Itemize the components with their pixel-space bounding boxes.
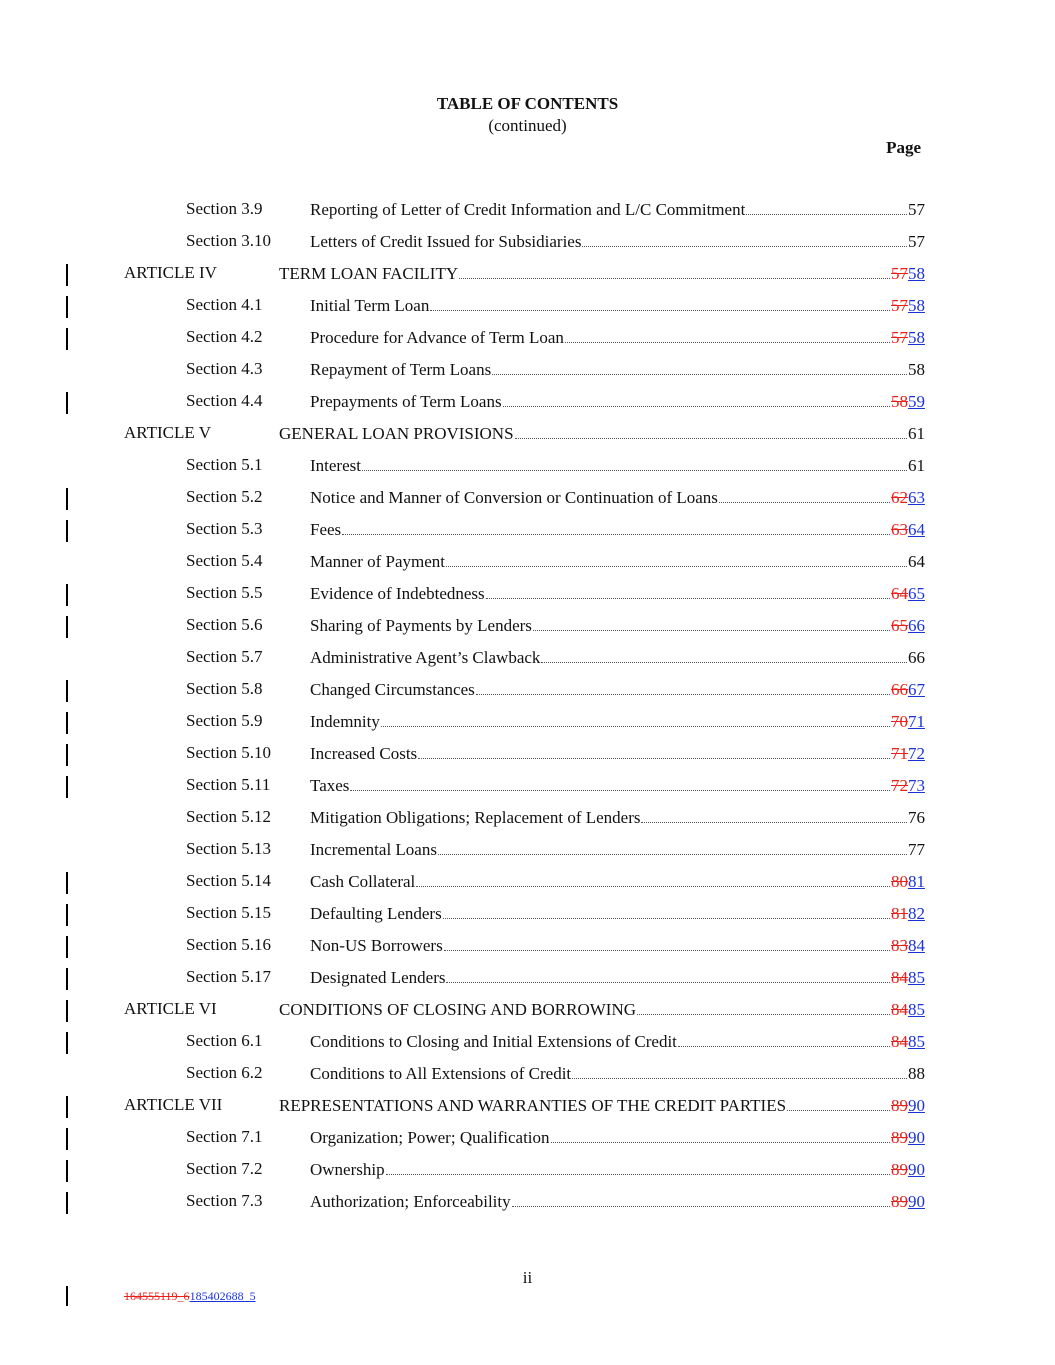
toc-entry-page (891, 680, 925, 700)
change-bar (66, 1000, 68, 1022)
page-number-deleted: 84 (891, 968, 908, 987)
toc-entry-page (891, 296, 925, 316)
toc-entry-leader-line (310, 455, 925, 476)
page-number-inserted: 59 (908, 392, 925, 411)
page-number-deleted: 70 (891, 712, 908, 731)
toc-entry[interactable] (0, 964, 1055, 996)
toc-entry-number: ARTICLE V (124, 423, 211, 442)
toc-entry-leader-line (310, 487, 925, 508)
toc-entry-leader-line (310, 647, 925, 668)
toc-entry-number: Section 5.11 (186, 775, 271, 794)
toc-entry-number: Section 5.4 (186, 551, 263, 570)
toc-entry-number: Section 5.1 (186, 455, 263, 474)
page-number-inserted: 58 (908, 296, 925, 315)
toc-entry-title: Increased Costs (310, 744, 418, 763)
toc-entry-number: Section 4.4 (186, 391, 263, 410)
change-bar (66, 584, 68, 606)
change-bar (66, 488, 68, 510)
toc-entry-leader-line (310, 935, 925, 956)
toc-entry-leader-line (310, 359, 925, 380)
page-number-deleted: 72 (891, 776, 908, 795)
toc-entry-page (891, 616, 925, 636)
toc-entry-number: Section 3.9 (186, 199, 263, 218)
toc-entry-title: TERM LOAN FACILITY (279, 264, 459, 283)
page-number-inserted: 84 (908, 936, 925, 955)
toc-entry-page (891, 968, 925, 988)
page-number-deleted: 62 (891, 488, 908, 507)
toc-entry-leader-line (310, 839, 925, 860)
toc-entry[interactable] (0, 452, 1055, 484)
change-bar (66, 1128, 68, 1150)
dot-leader (565, 327, 890, 343)
toc-entry-leader-line (310, 775, 925, 796)
footer-page-number: ii (522, 1268, 533, 1287)
dot-leader (637, 999, 890, 1015)
change-bar (66, 1160, 68, 1182)
change-bar (66, 872, 68, 894)
change-bar (66, 616, 68, 638)
toc-entry-page (891, 872, 925, 892)
toc-entry-title: Notice and Manner of Conversion or Continuation of Loans (310, 488, 718, 507)
toc-entry-page (891, 1032, 925, 1052)
toc-entry-page (891, 392, 925, 412)
page-number-deleted: 89 (891, 1128, 908, 1147)
dot-leader (446, 967, 890, 983)
toc-entry-leader-line (279, 1095, 925, 1116)
toc-entry-leader-line (310, 1031, 925, 1052)
toc-entry-title: Fees (310, 520, 342, 539)
toc-entry-title: Defaulting Lenders (310, 904, 442, 923)
change-bar (66, 520, 68, 542)
toc-entry-number: Section 6.2 (186, 1063, 263, 1082)
change-bar (66, 744, 68, 766)
toc-entry-title: Evidence of Indebtedness (310, 584, 485, 603)
toc-entry-page: 57 (908, 200, 925, 219)
change-bar (66, 904, 68, 926)
toc-entry-title: Organization; Power; Qualification (310, 1128, 550, 1147)
toc-entry-page: 76 (908, 808, 925, 827)
page-number-deleted: 83 (891, 936, 908, 955)
dot-leader (362, 455, 907, 471)
document-id-inserted: 185402688_5 (189, 1289, 256, 1303)
dot-leader (430, 295, 890, 311)
toc-entry-number: Section 5.2 (186, 487, 263, 506)
toc-entry[interactable] (0, 868, 1055, 900)
toc-entry-page (891, 1128, 925, 1148)
page-number-inserted: 90 (908, 1128, 925, 1147)
dot-leader (572, 1063, 907, 1079)
page-number-inserted: 81 (908, 872, 925, 891)
dot-leader (416, 871, 890, 887)
change-bar (66, 776, 68, 798)
page-number-inserted: 63 (908, 488, 925, 507)
change-bar (66, 264, 68, 286)
toc-entry-number: Section 5.10 (186, 743, 271, 762)
toc-subtitle: (continued) (488, 116, 567, 135)
toc-entry-page: 66 (908, 648, 925, 667)
page-number-deleted: 89 (891, 1096, 908, 1115)
toc-entry-leader-line (310, 871, 925, 892)
toc-entry[interactable] (0, 996, 1055, 1028)
page-number-inserted: 85 (908, 1000, 925, 1019)
toc-entry-page: 58 (908, 360, 925, 379)
toc-entry[interactable] (0, 708, 1055, 740)
page-number-inserted: 72 (908, 744, 925, 763)
toc-entry-page (891, 328, 925, 348)
change-bar (66, 680, 68, 702)
toc-entry-title: Taxes (310, 776, 350, 795)
toc-entry-number: Section 5.6 (186, 615, 263, 634)
toc-entry-page: 88 (908, 1064, 925, 1083)
page-number-inserted: 90 (908, 1192, 925, 1211)
toc-entry-leader-line (310, 1159, 925, 1180)
dot-leader (418, 743, 890, 759)
toc-entry-page: 61 (908, 456, 925, 475)
toc-entry-page (891, 1096, 925, 1116)
toc-entry-title: Ownership (310, 1160, 385, 1179)
toc-entry-number: Section 7.3 (186, 1191, 263, 1210)
toc-entry-page (891, 520, 925, 540)
toc-entry-title: Mitigation Obligations; Replacement of Lenders (310, 808, 641, 827)
page-number-deleted: 80 (891, 872, 908, 891)
toc-entry[interactable] (0, 644, 1055, 676)
toc-entry-title: Sharing of Payments by Lenders (310, 616, 532, 635)
dot-leader (515, 423, 907, 439)
dot-leader (446, 551, 907, 567)
page-number-inserted: 64 (908, 520, 925, 539)
toc-entry-number: Section 5.7 (186, 647, 263, 666)
toc-entry-number: Section 4.3 (186, 359, 263, 378)
toc-entry-leader-line (310, 551, 925, 572)
toc-entry-leader-line (310, 1127, 925, 1148)
page-column-header: Page (886, 138, 921, 157)
dot-leader (787, 1095, 890, 1111)
change-bar (66, 1096, 68, 1118)
toc-entry-title: Initial Term Loan (310, 296, 430, 315)
toc-entry[interactable] (0, 228, 1055, 260)
toc-entry-title: Administrative Agent’s Clawback (310, 648, 541, 667)
dot-leader (486, 583, 890, 599)
change-bar (66, 1286, 68, 1306)
toc-entry-leader-line (279, 423, 925, 444)
toc-entry-leader-line (279, 999, 925, 1020)
dot-leader (541, 647, 907, 663)
toc-entry-number: Section 5.15 (186, 903, 271, 922)
dot-leader (342, 519, 890, 535)
toc-entry-page (891, 488, 925, 508)
toc-entry-page (891, 1160, 925, 1180)
toc-entry[interactable] (0, 1092, 1055, 1124)
toc-entry-title: Changed Circumstances (310, 680, 475, 699)
toc-entry[interactable] (0, 516, 1055, 548)
toc-entry-number: Section 7.1 (186, 1127, 263, 1146)
page-number-deleted: 57 (891, 264, 908, 283)
toc-entry-title: Prepayments of Term Loans (310, 392, 502, 411)
change-bar (66, 1192, 68, 1214)
page-number-inserted: 82 (908, 904, 925, 923)
dot-leader (386, 1159, 890, 1175)
toc-entry-leader-line (310, 295, 925, 316)
toc-entry-leader-line (310, 679, 925, 700)
dot-leader (492, 359, 907, 375)
toc-entry-leader-line (310, 199, 925, 220)
toc-entry-number: Section 5.8 (186, 679, 263, 698)
toc-entry-title: Cash Collateral (310, 872, 416, 891)
toc-entry-title: Procedure for Advance of Term Loan (310, 328, 564, 347)
toc-entry-leader-line (310, 391, 925, 412)
page-number-inserted: 85 (908, 968, 925, 987)
toc-entry-title: Conditions to Closing and Initial Extensions of Credit (310, 1032, 677, 1051)
toc-entry-title: Letters of Credit Issued for Subsidiaries (310, 232, 582, 251)
toc-entry[interactable] (0, 836, 1055, 868)
toc-entry[interactable] (0, 420, 1055, 452)
toc-entry[interactable] (0, 356, 1055, 388)
toc-entry-number: Section 5.12 (186, 807, 271, 826)
dot-leader (512, 1191, 890, 1207)
toc-entry-leader-line (310, 327, 925, 348)
toc-entry[interactable] (0, 196, 1055, 228)
toc-entry[interactable] (0, 740, 1055, 772)
toc-entry-number: Section 4.2 (186, 327, 263, 346)
toc-entry[interactable] (0, 580, 1055, 612)
toc-entry-page (891, 584, 925, 604)
toc-entry-leader-line (310, 743, 925, 764)
toc-entry-page (891, 712, 925, 732)
toc-entry[interactable] (0, 1028, 1055, 1060)
toc-entry-leader-line (310, 519, 925, 540)
page-number-deleted: 89 (891, 1160, 908, 1179)
toc-entry-leader-line (310, 583, 925, 604)
dot-leader (551, 1127, 890, 1143)
toc-entry-page (891, 264, 925, 284)
toc-entry[interactable] (0, 292, 1055, 324)
toc-entry-number: Section 5.3 (186, 519, 263, 538)
toc-entry-leader-line (310, 615, 925, 636)
page-number-inserted: 66 (908, 616, 925, 635)
toc-entry-number: ARTICLE IV (124, 263, 217, 282)
toc-entry-title: Interest (310, 456, 361, 475)
toc-entry-title: CONDITIONS OF CLOSING AND BORROWING (279, 1000, 637, 1019)
toc-entry[interactable] (0, 772, 1055, 804)
toc-entry-leader-line (310, 903, 925, 924)
dot-leader (503, 391, 890, 407)
toc-entry-number: Section 5.16 (186, 935, 271, 954)
toc-entry-page (891, 776, 925, 796)
document-id-deleted: 164555119_6 (124, 1289, 190, 1303)
dot-leader (582, 231, 907, 247)
page-number-deleted: 66 (891, 680, 908, 699)
change-bar (66, 1032, 68, 1054)
toc-entry[interactable] (0, 1060, 1055, 1092)
toc-entry-number: Section 5.17 (186, 967, 271, 986)
document-id (124, 1289, 256, 1304)
dot-leader (444, 935, 890, 951)
toc-entry-leader-line (310, 1191, 925, 1212)
page-number-deleted: 57 (891, 296, 908, 315)
page-number-deleted: 71 (891, 744, 908, 763)
toc-entry-page (891, 744, 925, 764)
toc-entry-number: Section 5.13 (186, 839, 271, 858)
dot-leader (381, 711, 890, 727)
dot-leader (476, 679, 890, 695)
toc-entry-title: GENERAL LOAN PROVISIONS (279, 424, 514, 443)
toc-entry-leader-line (310, 1063, 925, 1084)
change-bar (66, 328, 68, 350)
toc-entry[interactable] (0, 932, 1055, 964)
toc-entry[interactable] (0, 1188, 1055, 1220)
toc-entry-title: Designated Lenders (310, 968, 446, 987)
toc-entry-title: Incremental Loans (310, 840, 437, 859)
toc-entry[interactable] (0, 900, 1055, 932)
dot-leader (746, 199, 907, 215)
toc-entry[interactable] (0, 388, 1055, 420)
toc-entry-page: 57 (908, 232, 925, 251)
dot-leader (678, 1031, 890, 1047)
change-bar (66, 712, 68, 734)
toc-entry-title: REPRESENTATIONS AND WARRANTIES OF THE CREDIT PARTIES (279, 1096, 787, 1115)
change-bar (66, 392, 68, 414)
page-number-inserted: 58 (908, 328, 925, 347)
toc-entry-page: 61 (908, 424, 925, 443)
page-number-inserted: 67 (908, 680, 925, 699)
page-number-deleted: 58 (891, 392, 908, 411)
toc-entry[interactable] (0, 484, 1055, 516)
page-number-deleted: 84 (891, 1000, 908, 1019)
toc-entry-page (891, 936, 925, 956)
toc-entry-leader-line (310, 231, 925, 252)
page-number-inserted: 85 (908, 1032, 925, 1051)
dot-leader (459, 263, 890, 279)
toc-title: TABLE OF CONTENTS (436, 94, 619, 113)
toc-entry[interactable] (0, 260, 1055, 292)
dot-leader (443, 903, 890, 919)
toc-entry-page (891, 1000, 925, 1020)
toc-entry-number: ARTICLE VI (124, 999, 217, 1018)
page-number-deleted: 81 (891, 904, 908, 923)
toc-entry-number: Section 5.14 (186, 871, 271, 890)
toc-entry[interactable] (0, 804, 1055, 836)
dot-leader (533, 615, 890, 631)
toc-entry-number: Section 6.1 (186, 1031, 263, 1050)
page-number-deleted: 64 (891, 584, 908, 603)
toc-list (0, 196, 1055, 1220)
toc-entry-number: Section 5.5 (186, 583, 263, 602)
toc-entry-leader-line (310, 807, 925, 828)
toc-entry-title: Non-US Borrowers (310, 936, 443, 955)
page-number-deleted: 84 (891, 1032, 908, 1051)
toc-entry-number: Section 7.2 (186, 1159, 263, 1178)
toc-entry-page (891, 904, 925, 924)
toc-entry-number: Section 5.9 (186, 711, 263, 730)
toc-entry-title: Reporting of Letter of Credit Information and L/C Commitment (310, 200, 746, 219)
toc-entry-leader-line (310, 711, 925, 732)
page-number-deleted: 63 (891, 520, 908, 539)
change-bar (66, 936, 68, 958)
toc-entry-page: 64 (908, 552, 925, 571)
page-number-inserted: 90 (908, 1096, 925, 1115)
page-number-inserted: 58 (908, 264, 925, 283)
toc-entry[interactable] (0, 1156, 1055, 1188)
dot-leader (438, 839, 907, 855)
toc-entry-page: 77 (908, 840, 925, 859)
page-number-inserted: 71 (908, 712, 925, 731)
toc-entry-number: Section 4.1 (186, 295, 263, 314)
change-bar (66, 296, 68, 318)
page-number-inserted: 90 (908, 1160, 925, 1179)
page-number-deleted: 89 (891, 1192, 908, 1211)
toc-entry-title: Authorization; Enforceability (310, 1192, 511, 1211)
dot-leader (719, 487, 890, 503)
toc-entry[interactable] (0, 676, 1055, 708)
toc-entry-leader-line (279, 263, 925, 284)
dot-leader (350, 775, 890, 791)
toc-entry[interactable] (0, 612, 1055, 644)
page-number-inserted: 73 (908, 776, 925, 795)
toc-entry-title: Manner of Payment (310, 552, 446, 571)
change-bar (66, 968, 68, 990)
page-number-inserted: 65 (908, 584, 925, 603)
toc-entry-title: Repayment of Term Loans (310, 360, 492, 379)
toc-entry[interactable] (0, 548, 1055, 580)
toc-entry-page (891, 1192, 925, 1212)
toc-entry-title: Conditions to All Extensions of Credit (310, 1064, 572, 1083)
page-number-deleted: 57 (891, 328, 908, 347)
toc-entry-leader-line (310, 967, 925, 988)
dot-leader (641, 807, 907, 823)
page-number-deleted: 65 (891, 616, 908, 635)
toc-entry-title: Indemnity (310, 712, 380, 731)
toc-entry-number: ARTICLE VII (124, 1095, 223, 1114)
toc-entry-number: Section 3.10 (186, 231, 271, 250)
toc-entry[interactable] (0, 1124, 1055, 1156)
toc-entry[interactable] (0, 324, 1055, 356)
